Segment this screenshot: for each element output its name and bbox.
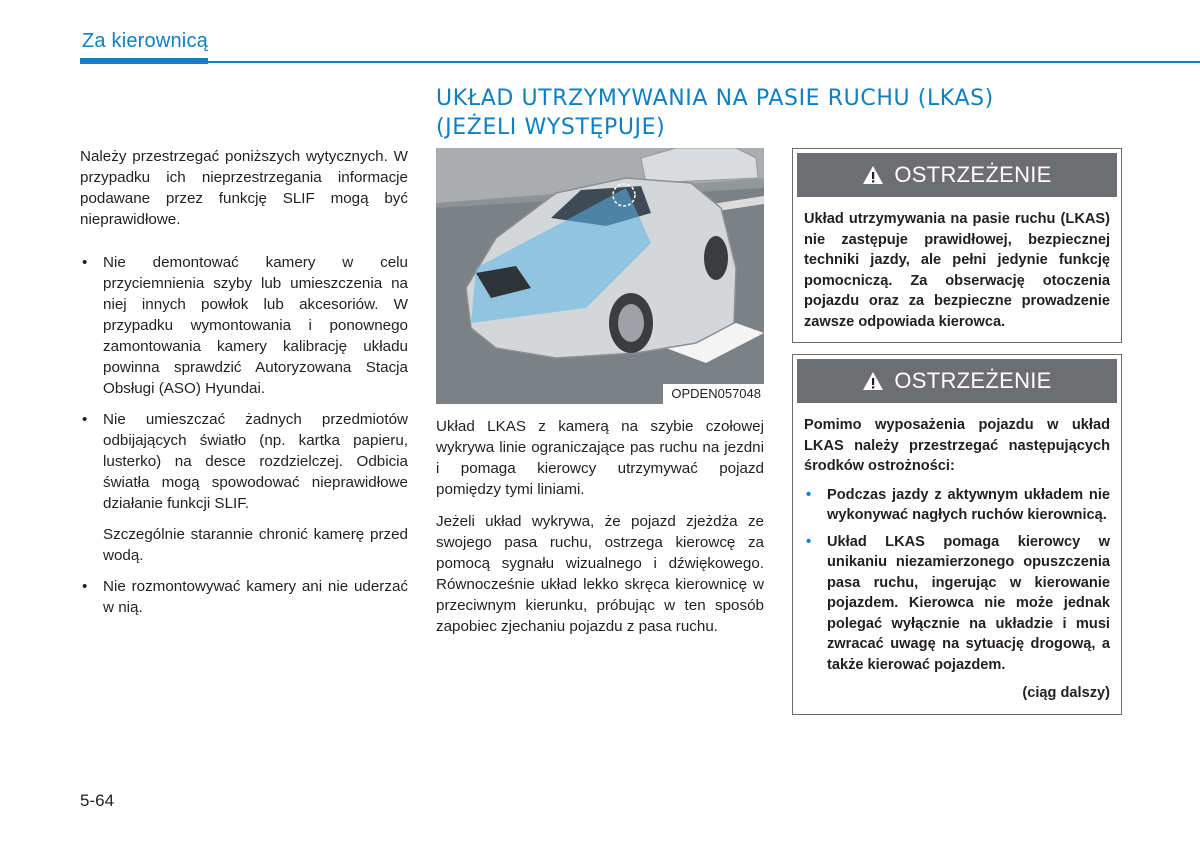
list-item-text: Nie umieszczać żadnych przedmiotów odbijających światło (np. kartka papieru, lusterko) na desce rozdzielczej. Odbicia światła mogą spowodować nieprawidłowe działanie funkcji SLIF. xyxy=(103,411,408,512)
lkas-camera-illustration xyxy=(436,148,764,404)
left-column xyxy=(80,146,408,628)
warning-box xyxy=(792,148,1122,343)
description-paragraph: Jeżeli układ wykrywa, że pojazd zjeżdża ze swojego pasa ruchu, ostrzega kierowcę za pomocą sygnału wizualnego i dźwiękowego. Równocześnie układ lekko skręca kierownicę w przeciwnym kierunku, próbując w ten sposób zapobiec zjechaniu pojazdu z pasa ruchu. xyxy=(436,513,764,635)
wheel xyxy=(704,236,728,280)
warning-header xyxy=(797,153,1117,197)
car-ahead xyxy=(641,148,758,183)
warning-title: OSTRZEŻENIE xyxy=(894,162,1052,187)
warning-text: Układ utrzymywania na pasie ruchu (LKAS) nie zastępuje prawidłowej, bezpiecznej techniki jazdy, ale pełni jedynie funkcję pomocniczą. Za obserwację otoczenia pojazdu oraz za bezpieczne prowadzenie zawsze odpowiada kierowca. xyxy=(804,211,1110,330)
header-rule-accent xyxy=(80,58,208,64)
figure-code: OPDEN057048 xyxy=(663,384,764,404)
warning-intro: Pomimo wyposażenia pojazdu w układ LKAS należy przestrzegać następujących środków ostrożności: xyxy=(804,417,1110,474)
list-item-text: Nie rozmontowywać kamery ani nie uderzać w nią. xyxy=(103,578,408,616)
list-item xyxy=(804,532,1110,676)
list-item xyxy=(80,409,408,566)
page-number: 5-64 xyxy=(80,791,115,810)
page-title xyxy=(436,84,1136,142)
warning-triangle-icon xyxy=(862,165,884,185)
precautions-list xyxy=(80,252,408,618)
list-item-text: Podczas jazdy z aktywnym układem nie wykonywać nagłych ruchów kierownicą. xyxy=(827,486,1110,523)
list-item-text: Układ LKAS pomaga kierowcy w unikaniu niezamierzonego opuszczenia pasa ruchu, ingerując w kierowanie pojazdem. Kierowca nie może jednak polegać wyłącznie na układzie i musi zwracać uwagę na sytuację drogową, a także kierować pojazdem. xyxy=(827,533,1110,673)
bullet-icon: • xyxy=(82,254,88,271)
continued-note: (ciąg dalszy) xyxy=(1022,685,1110,701)
warning-list xyxy=(804,485,1110,676)
page-title-line-1: UKŁAD UTRZYMYWANIA NA PASIE RUCHU (LKAS) xyxy=(436,86,994,111)
list-item xyxy=(804,485,1110,526)
header-rule xyxy=(208,61,1200,63)
description-paragraph: Układ LKAS z kamerą na szybie czołowej wykrywa linie ograniczające pas ruchu na jezdni i pomaga kierowcy utrzymywać pojazd pomiędzy tymi liniami. xyxy=(436,418,764,498)
section-label: Za kierownicą xyxy=(82,30,208,52)
intro-paragraph: Należy przestrzegać poniższych wytycznych. W przypadku ich nieprzestrzegania informacje podawane przez funkcję SLIF mogą być nieprawidłowe. xyxy=(80,148,408,228)
page-title-line-2: (JEŻELI WYSTĘPUJE) xyxy=(436,115,666,140)
list-item xyxy=(80,576,408,618)
bullet-icon: • xyxy=(806,533,812,550)
warning-body xyxy=(793,403,1121,714)
car-illustration xyxy=(436,148,764,404)
middle-column xyxy=(436,416,764,648)
bullet-icon: • xyxy=(82,578,88,595)
list-item-text: Nie demontować kamery w celu przyciemnienia szyby lub umieszczenia na niej innych powłok lub akcesoriów. W przypadku wymontowania i ponownego zamontowania kamery kalibrację układu powinna sprawdzić Autoryzowana Stacja Obsługi (ASO) Hyundai. xyxy=(103,254,408,397)
list-item xyxy=(80,252,408,399)
warning-box xyxy=(792,354,1122,715)
warning-header xyxy=(797,359,1117,403)
warning-triangle-icon xyxy=(862,371,884,391)
list-item-note: Szczególnie starannie chronić kamerę przed wodą. xyxy=(103,526,408,564)
bullet-icon: • xyxy=(82,411,88,428)
warning-body xyxy=(793,197,1121,342)
warning-title: OSTRZEŻENIE xyxy=(894,368,1052,393)
bullet-icon: • xyxy=(806,486,812,503)
